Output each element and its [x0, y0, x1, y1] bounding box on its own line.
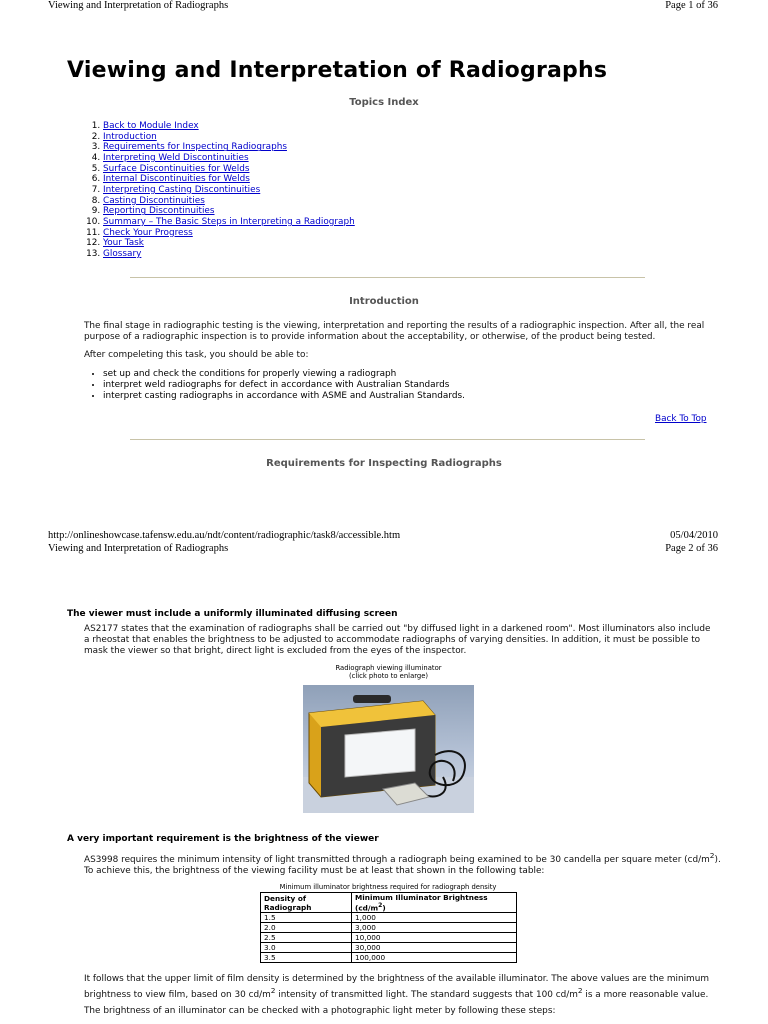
table-row: 3.0 30,000 — [261, 943, 517, 953]
topic-item[interactable] — [103, 217, 355, 228]
introduction-heading: Introduction — [349, 296, 419, 307]
topic-item[interactable] — [103, 185, 355, 196]
divider — [130, 277, 645, 278]
page-number: Page 2 of 36 — [665, 543, 718, 554]
topic-link-module-index[interactable]: Back to Module Index — [103, 121, 199, 131]
brightness-table — [260, 892, 517, 963]
table-caption: Minimum illuminator brightness required for radiograph density — [279, 883, 497, 891]
topic-link-glossary[interactable]: Glossary — [103, 248, 142, 259]
footer-date: 05/04/2010 — [670, 530, 718, 541]
table-header-row — [261, 893, 517, 913]
topic-item[interactable] — [103, 142, 355, 153]
page-title: Viewing and Interpretation of Radiographs — [67, 58, 608, 83]
topics-heading: Topics Index — [349, 97, 419, 108]
column-header: Minimum Illuminator Brightness $(cd/m^2)$ — [352, 893, 517, 913]
column-header: Density of Radiograph — [261, 893, 352, 913]
topic-link-check-progress[interactable]: Check Your Progress — [103, 227, 193, 238]
photo-caption: Radiograph viewing illuminator (click photo to enlarge) — [335, 664, 442, 680]
objectives-list — [87, 369, 723, 402]
brightness-heading: A very important requirement is the brightness of the viewer — [67, 834, 379, 844]
film-density-paragraph: It follows that the upper limit of film density is determined by the brightness of the available illuminator. The above values are the minimum brightness to view film, based on 30 $cd/m^2$ intensity of transmitted light. The standard suggests that 100 $cd/m^2$ is a more reasonable value. — [84, 974, 709, 1001]
intro-paragraph: The final stage in radiographic testing is the viewing, interpretation and reporting the results of a radiographic inspection. After all, the real purpose of a radiographic inspection is to provide information about the acceptability, or otherwise, of the product being tested. — [84, 321, 705, 343]
topic-link-casting-interpreting[interactable]: Interpreting Casting Discontinuities — [103, 184, 261, 195]
topic-item[interactable] — [103, 206, 355, 217]
topic-item[interactable] — [103, 249, 355, 260]
light-meter-paragraph: The brightness of an illuminator can be checked with a photographic light meter by following these steps: — [84, 1006, 556, 1016]
page-number: Page 1 of 36 — [665, 0, 718, 11]
topic-item[interactable] — [103, 153, 355, 164]
divider — [130, 439, 645, 440]
topic-item[interactable] — [103, 238, 355, 249]
table-row: 3.5 100,000 — [261, 953, 517, 963]
topic-item[interactable] — [103, 196, 355, 207]
table-row: 2.0 3,000 — [261, 923, 517, 933]
footer-url: http://onlineshowcase.tafensw.edu.au/ndt/content/radiographic/task8/accessible.htm — [48, 530, 401, 541]
topic-link-requirements[interactable]: Requirements for Inspecting Radiographs — [103, 142, 287, 153]
topic-link-reporting[interactable]: Reporting Discontinuities — [103, 206, 215, 217]
topic-link-summary[interactable]: Summary – The Basic Steps in Interpreting a Radiograph — [103, 216, 355, 227]
topic-link-surface-discontinuities[interactable]: Surface Discontinuities for Welds — [103, 163, 250, 174]
list-item: • interpret weld radiographs for defect in accordance with Australian Standards — [103, 380, 723, 391]
topic-link-introduction[interactable]: Introduction — [103, 131, 157, 142]
topic-link-your-task[interactable]: Your Task — [103, 238, 144, 249]
list-item: • set up and check the conditions for properly viewing a radiograph — [103, 369, 723, 380]
list-item: • interpret casting radiographs in accordance with ASME and Australian Standards. — [103, 391, 723, 402]
topic-link-internal-discontinuities[interactable]: Internal Discontinuities for Welds — [103, 174, 250, 185]
topic-item[interactable] — [103, 164, 355, 175]
viewer-heading: The viewer must include a uniformly illuminated diffusing screen — [67, 609, 398, 619]
illuminator-photo[interactable] — [303, 685, 474, 813]
topic-item[interactable] — [103, 228, 355, 239]
illuminator-image — [303, 685, 474, 813]
page-header-title: Viewing and Interpretation of Radiographs — [48, 543, 229, 554]
topic-link-weld-discontinuities[interactable]: Interpreting Weld Discontinuities — [103, 152, 249, 163]
topic-item[interactable] — [103, 121, 355, 132]
table-row: 1.5 1,000 — [261, 913, 517, 923]
topic-item[interactable] — [103, 174, 355, 185]
topic-link-casting-discontinuities[interactable]: Casting Discontinuities — [103, 195, 205, 206]
page-header-title: Viewing and Interpretation of Radiographs — [48, 0, 229, 11]
topic-item[interactable] — [103, 132, 355, 143]
topics-list — [82, 121, 355, 260]
back-to-top-link[interactable]: Back To Top — [655, 414, 707, 424]
viewer-paragraph: AS2177 states that the examination of radiographs shall be carried out "by diffused light in a darkened room". Most illuminators also include a rheostat that enables the brightness to be adjusted to accommodate radiographs of varying densities. In addition, it must be possible to mask the viewer so that bright, direct light is excluded from the eyes of the inspector. — [84, 624, 711, 657]
table-row: 2.5 10,000 — [261, 933, 517, 943]
brightness-paragraph: AS3998 requires the minimum intensity of light transmitted through a radiograph being examined to be 30 candella per square meter $(cd/m^2)$. To achieve this, the brightness of the viewing facility must be at least that shown in the following table: — [84, 851, 721, 877]
intro-objectives-lead: After compeleting this task, you should be able to: — [84, 350, 309, 360]
requirements-heading: Requirements for Inspecting Radiographs — [266, 458, 502, 469]
